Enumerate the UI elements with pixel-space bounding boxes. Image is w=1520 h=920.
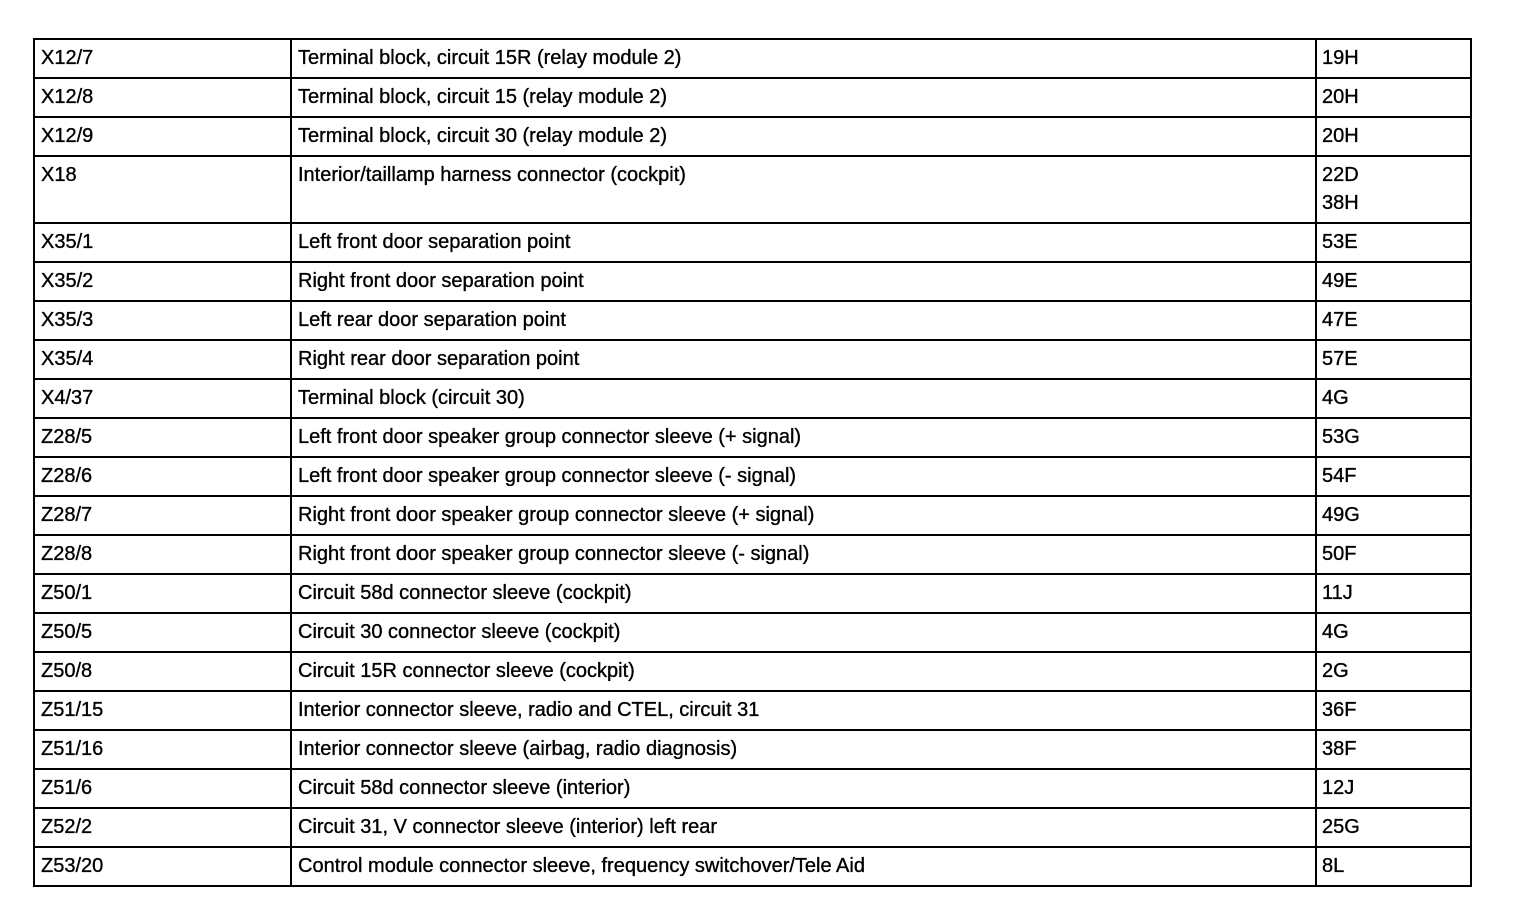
table-row	[34, 223, 1471, 262]
table-row	[34, 574, 1471, 613]
component-description-cell: Terminal block, circuit 15 (relay module 2)	[291, 78, 1316, 117]
component-code-cell: Z51/6	[34, 769, 291, 808]
grid-location-cell	[1316, 652, 1471, 691]
table-row	[34, 262, 1471, 301]
grid-location-value: 22D	[1322, 164, 1359, 186]
grid-location-cell	[1316, 574, 1471, 613]
grid-location-cell	[1316, 156, 1471, 223]
grid-location-cell	[1316, 496, 1471, 535]
grid-location-value: 49E	[1322, 270, 1358, 292]
grid-location-value: 4G	[1322, 387, 1349, 409]
component-code-cell: X12/7	[34, 39, 291, 78]
component-code-cell: X35/4	[34, 340, 291, 379]
grid-location-value: 47E	[1322, 309, 1358, 331]
component-description-cell: Interior/taillamp harness connector (cockpit)	[291, 156, 1316, 223]
grid-location-value: 36F	[1322, 699, 1357, 721]
component-description-cell: Terminal block (circuit 30)	[291, 379, 1316, 418]
table-row	[34, 457, 1471, 496]
grid-location-value: 50F	[1322, 543, 1357, 565]
grid-location-value: 19H	[1322, 47, 1359, 69]
component-code-cell: Z53/20	[34, 847, 291, 886]
grid-location-cell	[1316, 613, 1471, 652]
component-location-table	[33, 38, 1472, 887]
component-description-cell: Circuit 30 connector sleeve (cockpit)	[291, 613, 1316, 652]
table-row	[34, 418, 1471, 457]
grid-location-cell	[1316, 78, 1471, 117]
component-description-cell: Circuit 58d connector sleeve (cockpit)	[291, 574, 1316, 613]
table-row	[34, 769, 1471, 808]
component-description-cell: Left front door speaker group connector sleeve (- signal)	[291, 457, 1316, 496]
component-code-cell: X4/37	[34, 379, 291, 418]
grid-location-value: 8L	[1322, 855, 1345, 877]
grid-location-value: 57E	[1322, 348, 1358, 370]
component-code-cell: Z50/1	[34, 574, 291, 613]
grid-location-value: 12J	[1322, 777, 1355, 799]
grid-location-value: 25G	[1322, 816, 1360, 838]
table-row	[34, 301, 1471, 340]
table-row	[34, 808, 1471, 847]
grid-location-cell	[1316, 262, 1471, 301]
component-description-cell: Interior connector sleeve (airbag, radio diagnosis)	[291, 730, 1316, 769]
table-row	[34, 156, 1471, 223]
component-description-cell: Left front door separation point	[291, 223, 1316, 262]
table-row	[34, 78, 1471, 117]
table-row	[34, 496, 1471, 535]
component-description-cell: Left front door speaker group connector sleeve (+ signal)	[291, 418, 1316, 457]
grid-location-cell	[1316, 418, 1471, 457]
component-code-cell: Z28/7	[34, 496, 291, 535]
component-description-cell: Right front door separation point	[291, 262, 1316, 301]
grid-location-cell	[1316, 301, 1471, 340]
table-row	[34, 39, 1471, 78]
grid-location-value: 49G	[1322, 504, 1360, 526]
component-code-cell: Z28/6	[34, 457, 291, 496]
component-code-cell: Z50/8	[34, 652, 291, 691]
component-code-cell: Z28/5	[34, 418, 291, 457]
table-body	[34, 39, 1471, 886]
grid-location-value: 2G	[1322, 660, 1349, 682]
grid-location-cell	[1316, 847, 1471, 886]
grid-location-cell	[1316, 379, 1471, 418]
component-description-cell: Right rear door separation point	[291, 340, 1316, 379]
table-row	[34, 340, 1471, 379]
component-description-cell: Terminal block, circuit 30 (relay module 2)	[291, 117, 1316, 156]
component-description-cell: Circuit 31, V connector sleeve (interior) left rear	[291, 808, 1316, 847]
component-code-cell: Z50/5	[34, 613, 291, 652]
grid-location-cell	[1316, 117, 1471, 156]
grid-location-value: 38H	[1322, 192, 1359, 214]
grid-location-cell	[1316, 340, 1471, 379]
grid-location-value: 20H	[1322, 125, 1359, 147]
table-row	[34, 613, 1471, 652]
grid-location-cell	[1316, 223, 1471, 262]
table-row	[34, 730, 1471, 769]
component-code-cell: Z52/2	[34, 808, 291, 847]
component-description-cell: Circuit 58d connector sleeve (interior)	[291, 769, 1316, 808]
grid-location-value: 53E	[1322, 231, 1358, 253]
component-description-cell: Right front door speaker group connector sleeve (- signal)	[291, 535, 1316, 574]
grid-location-value: 54F	[1322, 465, 1357, 487]
grid-location-value: 20H	[1322, 86, 1359, 108]
table-row	[34, 535, 1471, 574]
grid-location-cell	[1316, 769, 1471, 808]
table-row	[34, 379, 1471, 418]
grid-location-cell	[1316, 535, 1471, 574]
grid-location-cell	[1316, 730, 1471, 769]
component-code-cell: X18	[34, 156, 291, 223]
component-code-cell: X35/2	[34, 262, 291, 301]
component-code-cell: Z51/15	[34, 691, 291, 730]
table-row	[34, 847, 1471, 886]
grid-location-value: 38F	[1322, 738, 1357, 760]
component-code-cell: Z28/8	[34, 535, 291, 574]
component-description-cell: Right front door speaker group connector sleeve (+ signal)	[291, 496, 1316, 535]
component-description-cell: Circuit 15R connector sleeve (cockpit)	[291, 652, 1316, 691]
grid-location-cell	[1316, 691, 1471, 730]
component-code-cell: X12/8	[34, 78, 291, 117]
component-code-cell: X12/9	[34, 117, 291, 156]
grid-location-cell	[1316, 808, 1471, 847]
grid-location-value: 53G	[1322, 426, 1360, 448]
table-row	[34, 117, 1471, 156]
table-row	[34, 691, 1471, 730]
component-description-cell: Terminal block, circuit 15R (relay module 2)	[291, 39, 1316, 78]
component-description-cell: Control module connector sleeve, frequency switchover/Tele Aid	[291, 847, 1316, 886]
table-row	[34, 652, 1471, 691]
grid-location-cell	[1316, 39, 1471, 78]
grid-location-cell	[1316, 457, 1471, 496]
component-description-cell: Left rear door separation point	[291, 301, 1316, 340]
grid-location-value: 11J	[1322, 582, 1353, 604]
component-code-cell: X35/1	[34, 223, 291, 262]
component-code-cell: X35/3	[34, 301, 291, 340]
grid-location-value: 4G	[1322, 621, 1349, 643]
component-description-cell: Interior connector sleeve, radio and CTEL, circuit 31	[291, 691, 1316, 730]
component-code-cell: Z51/16	[34, 730, 291, 769]
